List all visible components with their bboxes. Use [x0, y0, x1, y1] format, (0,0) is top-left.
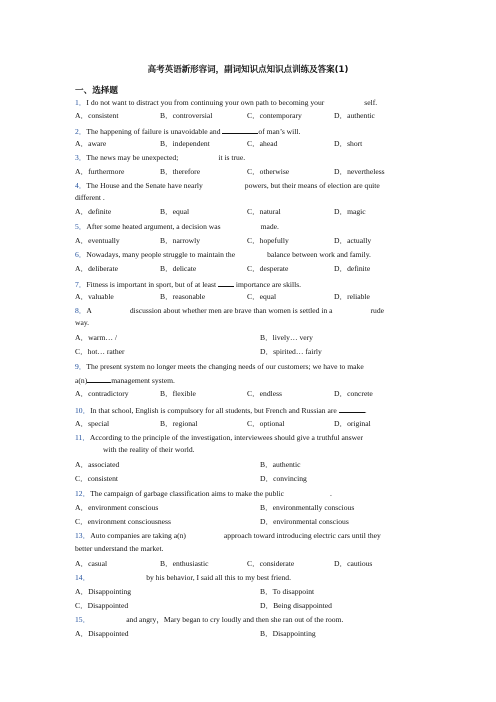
question-number: 15． [75, 615, 91, 624]
option-c[interactable]: C．environment consciousness [75, 517, 171, 526]
option-d[interactable]: D．environmental conscious [260, 517, 349, 526]
question-number: 12． [75, 489, 91, 498]
question-text: discussion about whether men are brave than women is settled in a [129, 306, 333, 315]
option-c[interactable]: C．considerate [247, 559, 295, 568]
question-number: 1． [75, 98, 87, 107]
question-14-stem [75, 573, 291, 583]
option-c[interactable]: C．optional [247, 419, 285, 428]
option-b[interactable]: B．environmentally conscious [260, 503, 355, 512]
question-text: Auto companies are taking a(n) [90, 531, 186, 540]
option-a[interactable]: A．valuable [75, 292, 114, 301]
question-text: rude [370, 306, 385, 315]
option-d[interactable]: D．authentic [334, 111, 375, 120]
question-number: 2． [75, 127, 87, 136]
option-d[interactable]: D．convincing [260, 474, 307, 483]
option-a[interactable]: A．Disappointed [75, 629, 129, 638]
question-text: Nowadays, many people struggle to maintain the [86, 250, 236, 259]
option-a[interactable]: A．definite [75, 207, 112, 216]
option-c[interactable]: C．endless [247, 389, 283, 398]
question-text: The present system no longer meets the changing needs of our customers; we have to make [86, 362, 364, 371]
answer-blank[interactable] [222, 125, 258, 134]
option-b[interactable]: B．therefore [160, 167, 201, 176]
option-d[interactable]: D．actually [334, 236, 372, 245]
answer-blank[interactable] [87, 374, 111, 383]
option-d[interactable]: D．magic [334, 207, 366, 216]
option-a[interactable]: A．eventually [75, 236, 120, 245]
answer-blank[interactable] [339, 404, 365, 413]
question-text: The campaign of garbage classification aims to make the public [90, 489, 284, 498]
option-c[interactable]: C．natural [247, 207, 281, 216]
question-number: 10． [75, 406, 91, 415]
question-text: The news may be unexpected; [86, 153, 179, 162]
question-2-stem [75, 125, 300, 137]
option-b[interactable]: B．enthusiastic [160, 559, 209, 568]
question-text: The House and the Senate have nearly [86, 181, 203, 190]
option-a[interactable]: A．deliberate [75, 264, 119, 273]
option-b[interactable]: B．lively… very [260, 333, 313, 342]
question-text: management system. [111, 376, 175, 385]
question-13-stem [75, 531, 381, 541]
option-a[interactable]: A．warm… / [75, 333, 117, 342]
question-number: 11． [75, 433, 90, 442]
option-b[interactable]: B．narrowly [160, 236, 201, 245]
question-text: self. [364, 98, 378, 107]
question-9-stem-cont [75, 374, 175, 386]
option-b[interactable]: B．reasonable [160, 292, 206, 301]
question-text: it is true. [218, 153, 246, 162]
question-10-stem [75, 404, 367, 416]
question-text: . [329, 489, 332, 498]
option-d[interactable]: D．spirited… fairly [260, 347, 322, 356]
option-b[interactable]: B．equal [160, 207, 190, 216]
question-11-stem-cont: with the reality of their world. [103, 445, 195, 454]
question-number: 5． [75, 222, 87, 231]
option-a[interactable]: A．special [75, 419, 110, 428]
question-12-stem [75, 489, 332, 499]
option-c[interactable]: C．equal [247, 292, 277, 301]
question-text: In that school, English is compulsory for all students, but French and Russian are [90, 406, 337, 415]
option-d[interactable]: D．original [334, 419, 371, 428]
question-number: 4． [75, 181, 87, 190]
option-b[interactable]: B．independent [160, 139, 210, 148]
question-6-stem [75, 250, 371, 260]
option-c[interactable]: C．consistent [75, 474, 119, 483]
answer-blank[interactable] [218, 278, 234, 287]
option-d[interactable]: D．cautious [334, 559, 373, 568]
question-text: by his behavior, I said all this to my best friend. [146, 573, 291, 582]
question-text: powers, but their means of election are quite [244, 181, 380, 190]
option-d[interactable]: D．reliable [334, 292, 370, 301]
option-d[interactable]: D．short [334, 139, 363, 148]
question-1-stem [75, 97, 377, 108]
question-text: The happening of failure is unavoidable and [86, 127, 223, 136]
question-3-stem [75, 153, 245, 163]
question-text: After some heated argument, a decision was [86, 222, 221, 231]
option-b[interactable]: B．To disappoint [260, 587, 315, 596]
question-number: 9． [75, 362, 87, 371]
question-text: balance between work and family. [267, 250, 371, 259]
option-d[interactable]: D．nevertheless [334, 167, 385, 176]
question-13-stem-cont: better understand the market. [75, 544, 164, 553]
question-9-stem [75, 362, 364, 372]
option-c[interactable]: C．desperate [247, 264, 289, 273]
question-text: a(n) [75, 376, 88, 385]
question-8-stem-cont: way. [75, 318, 90, 327]
option-c[interactable]: C．contemporary [247, 111, 302, 120]
option-a[interactable]: A．consistent [75, 111, 119, 120]
question-text: of man’s will. [258, 127, 301, 136]
option-a[interactable]: A．contradictory [75, 389, 129, 398]
question-4-stem [75, 181, 380, 191]
question-text: According to the principle of the investigation, interviewees should give a truthful answer [89, 433, 363, 442]
option-b[interactable]: B．regional [160, 419, 198, 428]
question-text: I do not want to distract you from continuing your own path to becoming your [86, 98, 325, 107]
question-number: 13． [75, 531, 91, 540]
question-5-stem [75, 222, 279, 232]
option-b[interactable]: B．delicate [160, 264, 197, 273]
question-text: and angry，Mary began to cry loudly and then she ran out of the room. [126, 615, 344, 624]
question-number: 8． [75, 306, 87, 315]
section-heading: 一、选择题 [75, 86, 118, 96]
question-number: 14． [75, 573, 91, 582]
question-number: 6． [75, 250, 87, 259]
option-c[interactable]: C．hot… rather [75, 347, 125, 356]
question-11-stem [75, 433, 363, 443]
option-c[interactable]: C．hopefully [247, 236, 289, 245]
option-a[interactable]: A．furthermore [75, 167, 125, 176]
option-a[interactable]: A．Disappointing [75, 587, 132, 596]
option-d[interactable]: D．definite [334, 264, 371, 273]
option-c[interactable]: C．ahead [247, 139, 278, 148]
option-b[interactable]: B．Disappointing [260, 629, 316, 638]
question-7-stem [75, 278, 301, 290]
question-number: 7． [75, 280, 87, 289]
question-15-stem [75, 615, 343, 625]
page-title: 高考英语新形容词，副词知识点知识点训练及答案(1) [147, 65, 349, 75]
option-d[interactable]: D．concrete [334, 389, 373, 398]
option-a[interactable]: A．casual [75, 559, 108, 568]
answer-blank[interactable] [324, 97, 364, 105]
option-b[interactable]: B．flexible [160, 389, 196, 398]
option-a[interactable]: A．aware [75, 139, 107, 148]
question-text: A [86, 306, 92, 315]
question-number: 3． [75, 153, 87, 162]
option-c[interactable]: C．otherwise [247, 167, 290, 176]
question-text: Fitness is important in sport, but of at least [86, 280, 219, 289]
question-4-stem-cont: different . [75, 193, 105, 202]
option-a[interactable]: A．environment conscious [75, 503, 159, 512]
option-d[interactable]: D．Being disappointed [260, 601, 332, 610]
option-b[interactable]: B．authentic [260, 460, 301, 469]
question-8-stem [75, 306, 384, 316]
option-c[interactable]: C．Disappointed [75, 601, 129, 610]
question-text: made. [260, 222, 279, 231]
question-text: . [364, 406, 367, 415]
option-b[interactable]: B．controversial [160, 111, 213, 120]
question-text: importance are skills. [234, 280, 302, 289]
option-a[interactable]: A．associated [75, 460, 120, 469]
question-text: approach toward introducing electric cars until they [223, 531, 381, 540]
